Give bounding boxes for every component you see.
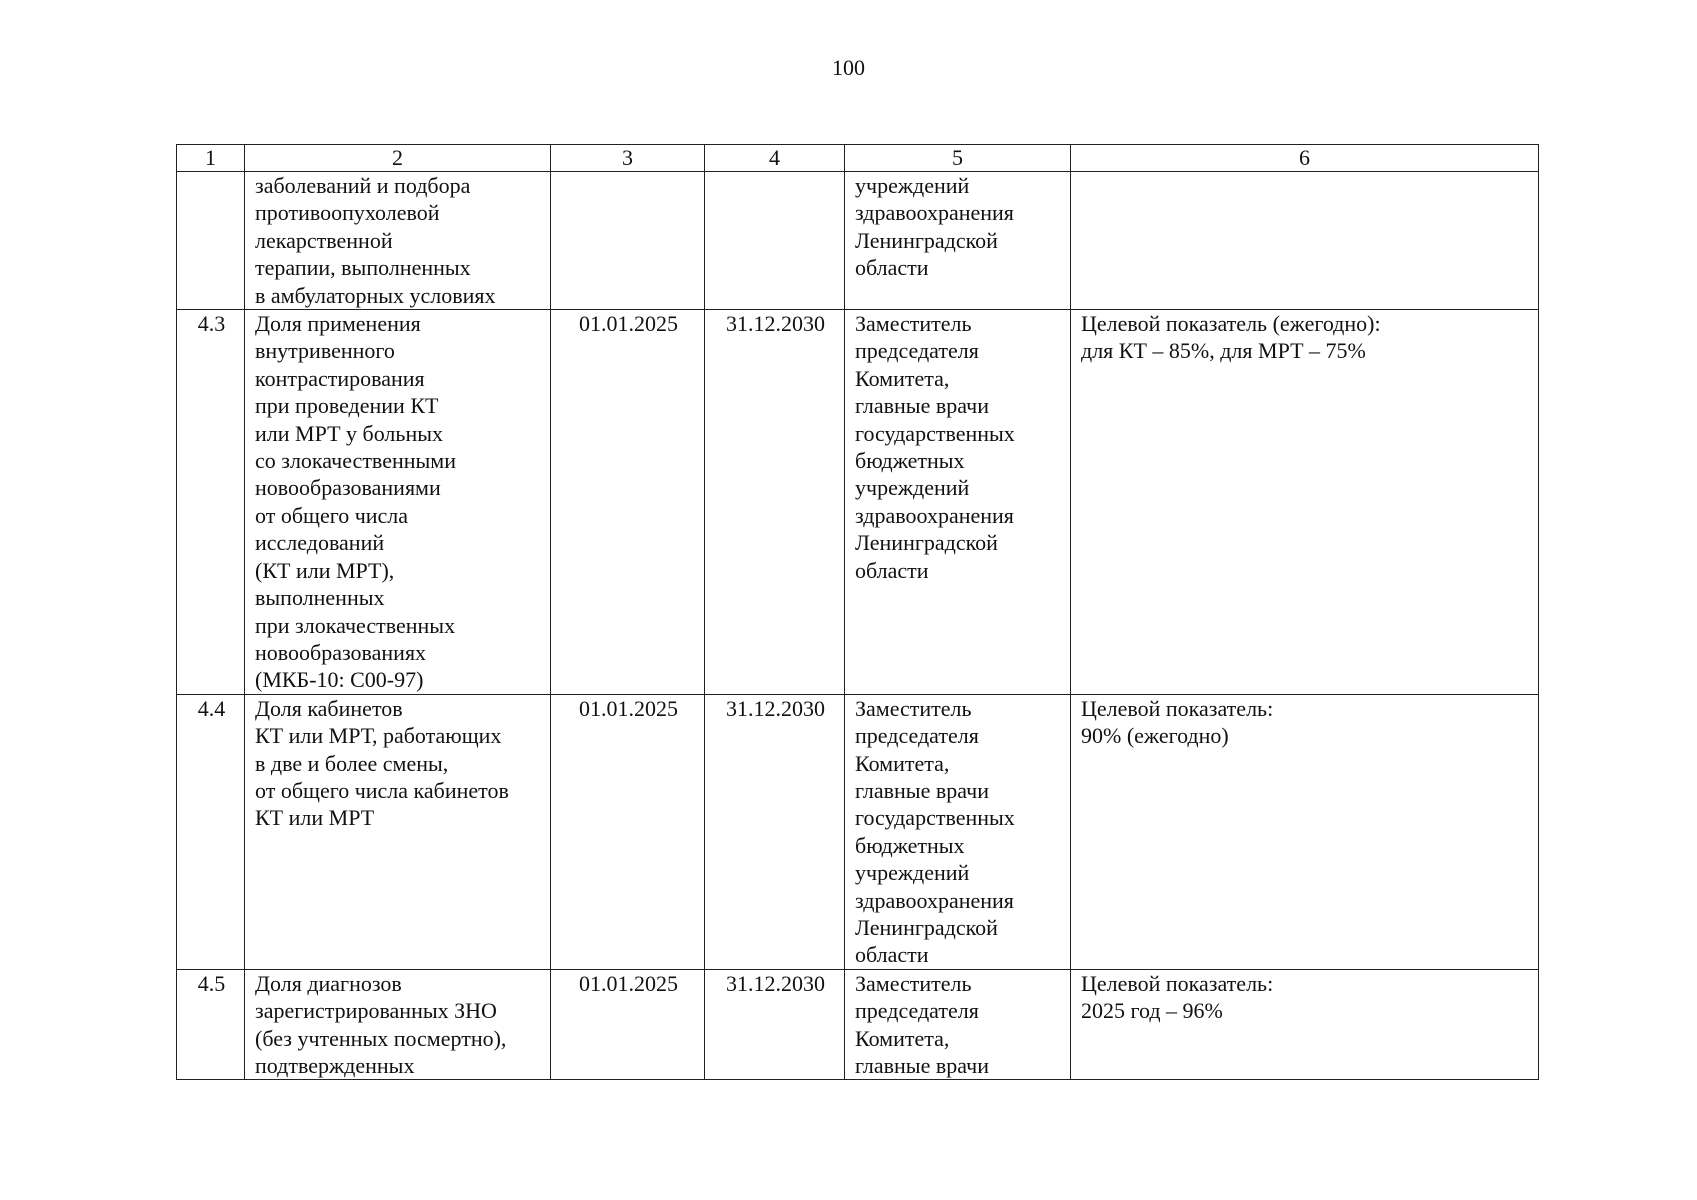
cell-name (245, 694, 551, 969)
cell-name-line: Доля диагнозов (255, 970, 402, 996)
cell-end-date: 31.12.2030 (705, 694, 845, 969)
cell-name-line: от общего числа (255, 502, 409, 528)
cell-name-line: противоопухолевой (255, 200, 440, 226)
cell-responsible (845, 694, 1071, 969)
col-header-5: 5 (845, 145, 1071, 172)
cell-responsible-line: учреждений (855, 860, 970, 886)
cell-responsible-line: бюджетных (855, 832, 965, 858)
cell-result (1071, 694, 1539, 969)
cell-result-line: 90% (ежегодно) (1081, 723, 1229, 749)
cell-responsible-line: учреждений (855, 475, 970, 501)
cell-name-line: внутривенного (255, 338, 395, 364)
cell-name-line: КТ или МРТ (255, 805, 375, 831)
measures-table (176, 144, 1539, 1080)
cell-responsible-line: области (855, 255, 929, 281)
cell-responsible-line: Комитета, (855, 365, 950, 391)
cell-end-date (705, 172, 845, 310)
cell-responsible-line: учреждений (855, 173, 970, 198)
cell-name-line: новообразованиях (255, 639, 427, 665)
cell-end-date: 31.12.2030 (705, 310, 845, 695)
cell-name-line: при злокачественных (255, 612, 456, 638)
table-row (177, 172, 1539, 310)
cell-responsible-line: председателя (855, 723, 979, 749)
cell-name (245, 310, 551, 695)
cell-responsible-line: Ленинградской (855, 530, 998, 556)
cell-result (1071, 172, 1539, 310)
col-header-4: 4 (705, 145, 845, 172)
cell-name-line: (без учтенных посмертно), (255, 1025, 507, 1051)
table-row (177, 694, 1539, 969)
cell-result (1071, 969, 1539, 1080)
cell-name-line: или МРТ у больных (255, 420, 443, 446)
cell-responsible (845, 172, 1071, 310)
cell-number: 4.5 (177, 969, 245, 1080)
cell-responsible-line: Заместитель (855, 311, 972, 337)
cell-name-line: терапии, выполненных (255, 255, 471, 281)
cell-result-line: 2025 год – 96% (1081, 998, 1223, 1024)
table-header (177, 145, 1539, 172)
cell-responsible-line: государственных (855, 420, 1015, 446)
cell-name (245, 969, 551, 1080)
cell-responsible-line: Заместитель (855, 970, 972, 996)
table-body (177, 172, 1539, 1080)
cell-responsible-line: Комитета, (855, 750, 950, 776)
col-header-2: 2 (245, 145, 551, 172)
cell-responsible-line: здравоохранения (855, 502, 1014, 528)
cell-responsible-line: главные врачи (855, 393, 989, 419)
cell-responsible-line: главные врачи (855, 777, 989, 803)
cell-name-line: Доля применения (255, 311, 421, 337)
cell-name-line: от общего числа кабинетов (255, 777, 509, 803)
col-header-1: 1 (177, 145, 245, 172)
cell-name-line: новообразованиями (255, 475, 441, 501)
cell-name-line: лекарственной (255, 227, 393, 253)
cell-name-line: Доля кабинетов (255, 695, 403, 721)
cell-start-date (551, 172, 705, 310)
cell-name-line: исследований (255, 530, 385, 556)
cell-name-line: в амбулаторных условиях (255, 282, 496, 308)
table-row (177, 969, 1539, 1080)
cell-number: 4.4 (177, 694, 245, 969)
cell-result-line: Целевой показатель (ежегодно): (1081, 311, 1381, 337)
cell-responsible-line: бюджетных (855, 448, 965, 474)
cell-result (1071, 310, 1539, 695)
cell-name-line: (КТ или МРТ), (255, 557, 395, 583)
cell-name-line: (МКБ-10: С00-97) (255, 667, 424, 693)
cell-result-line: для КТ – 85%, для МРТ – 75% (1081, 338, 1366, 364)
cell-name (245, 172, 551, 310)
cell-name-line: КТ или МРТ, работающих (255, 723, 502, 749)
cell-responsible-line: области (855, 557, 929, 583)
header-row (177, 145, 1539, 172)
cell-number: 4.3 (177, 310, 245, 695)
cell-name-line: заболеваний и подбора (255, 173, 471, 198)
cell-responsible-line: области (855, 942, 929, 968)
cell-responsible-line: здравоохранения (855, 200, 1014, 226)
page-number: 100 (832, 55, 865, 80)
col-header-3: 3 (551, 145, 705, 172)
cell-end-date: 31.12.2030 (705, 969, 845, 1080)
cell-number (177, 172, 245, 310)
cell-responsible-line: Заместитель (855, 695, 972, 721)
cell-name-line: контрастирования (255, 365, 425, 391)
cell-responsible-line: главные врачи (855, 1053, 989, 1078)
cell-responsible-line: председателя (855, 338, 979, 364)
cell-start-date: 01.01.2025 (551, 969, 705, 1080)
cell-start-date: 01.01.2025 (551, 310, 705, 695)
cell-name-line: в две и более смены, (255, 750, 449, 776)
cell-start-date: 01.01.2025 (551, 694, 705, 969)
cell-responsible-line: Ленинградской (855, 914, 998, 940)
cell-name-line: со злокачественными (255, 448, 456, 474)
cell-responsible-line: здравоохранения (855, 887, 1014, 913)
cell-name-line: подтвержденных (255, 1053, 415, 1078)
cell-result-line: Целевой показатель: (1081, 695, 1274, 721)
cell-responsible (845, 310, 1071, 695)
cell-responsible-line: Ленинградской (855, 227, 998, 253)
table-row (177, 310, 1539, 695)
cell-responsible-line: Комитета, (855, 1025, 950, 1051)
col-header-6: 6 (1071, 145, 1539, 172)
cell-responsible-line: председателя (855, 998, 979, 1024)
cell-name-line: при проведении КТ (255, 393, 439, 419)
cell-responsible (845, 969, 1071, 1080)
cell-name-line: зарегистрированных ЗНО (255, 998, 497, 1024)
cell-responsible-line: государственных (855, 805, 1015, 831)
cell-result-line: Целевой показатель: (1081, 970, 1274, 996)
cell-name-line: выполненных (255, 585, 385, 611)
